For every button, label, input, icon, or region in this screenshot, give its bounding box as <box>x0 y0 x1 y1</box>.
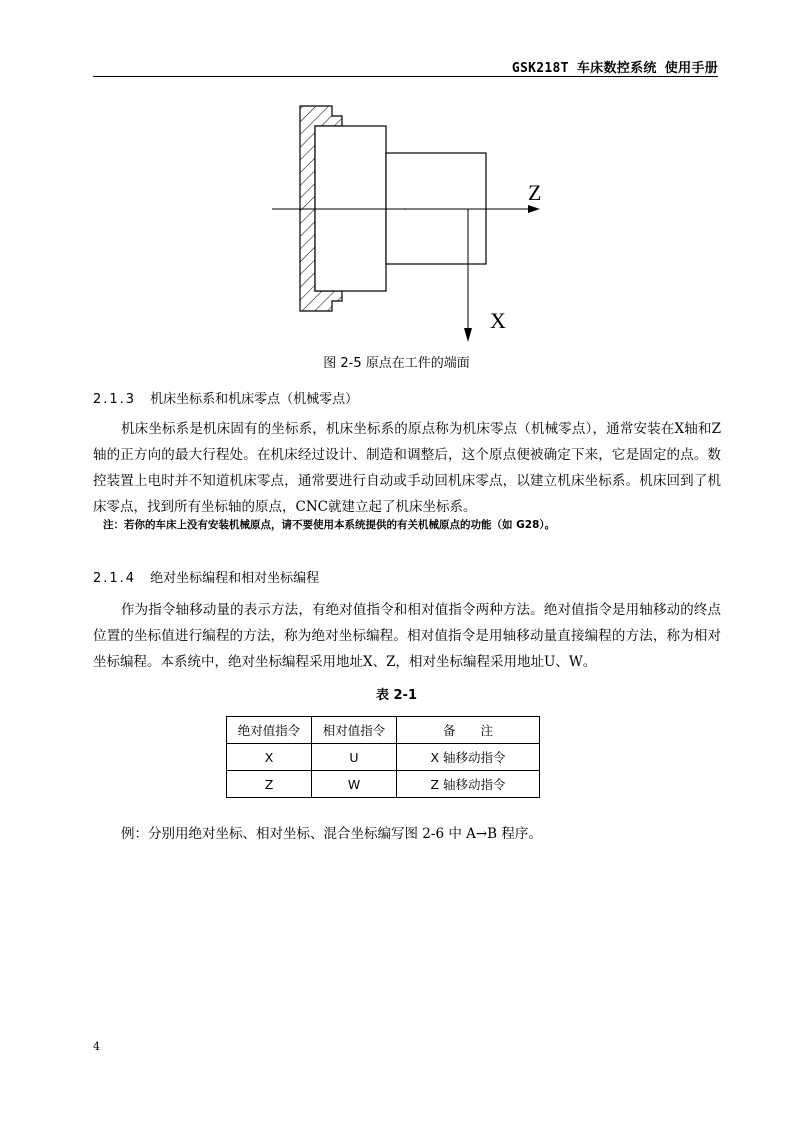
section-title: 绝对坐标编程和相对坐标编程 <box>150 571 320 586</box>
table-cell: W <box>312 771 397 798</box>
header-title: GSK218T 车床数控系统 使用手册 <box>511 61 718 76</box>
command-table <box>226 716 540 798</box>
header-absolute: 绝对值指令 <box>227 717 312 744</box>
table-cell: X 轴移动指令 <box>397 744 540 771</box>
header-rule <box>93 76 718 77</box>
z-axis-arrow <box>528 205 540 213</box>
section-title: 机床坐标系和机床零点（机械零点） <box>150 392 359 407</box>
section-heading-2-1-4 <box>93 567 319 586</box>
header-remark: 备 注 <box>397 717 540 744</box>
table-cell: X <box>227 744 312 771</box>
table-row <box>227 771 540 798</box>
header-relative: 相对值指令 <box>312 717 397 744</box>
table-header-row <box>227 717 540 744</box>
page-number: 4 <box>93 1040 100 1053</box>
x-axis-arrow <box>464 328 472 342</box>
section-number: 2.1.4 <box>93 571 137 586</box>
table-cell: Z <box>227 771 312 798</box>
table-row <box>227 744 540 771</box>
figure-workpiece-origin <box>260 98 550 348</box>
section-heading-2-1-3 <box>93 388 358 407</box>
table-cell: Z 轴移动指令 <box>397 771 540 798</box>
paragraph-machine-coordinates: 机床坐标系是机床固有的坐标系，机床坐标系的原点称为机床零点（机械零点），通常安装在X轴和Z轴的正方向的最大行程处。在机床经过设计、制造和调整后，这个原点便被确定下来，它是固定的点。数控装置上电时并不知道机床零点，通常要进行自动或手动回机床零点，以建立机床坐标系。机床回到了机床零点，找到所有坐标轴的原点，CNC就建立起了机床坐标系。 <box>93 421 721 515</box>
workpiece-diagram <box>260 98 550 348</box>
paragraph-absolute-relative: 作为指令轴移动量的表示方法，有绝对值指令和相对值指令两种方法。绝对值指令是用轴移动的终点位置的坐标值进行编程的方法，称为绝对坐标编程。相对值指令是用轴移动量直接编程的方法，称为相对坐标编程。本系统中，绝对坐标编程采用地址X、Z，相对坐标编程采用地址U、W。 <box>93 602 721 670</box>
z-axis-label: Z <box>528 180 542 205</box>
table-title: 表 2-1 <box>375 688 417 703</box>
section-number: 2.1.3 <box>93 392 137 407</box>
figure-caption: 图 2-5 原点在工件的端面 <box>323 356 470 371</box>
note-mechanical-origin: 注：若你的车床上没有安装机械原点，请不要使用本系统提供的有关机械原点的功能（如 G28）。 <box>103 519 556 531</box>
x-axis-label: X <box>490 308 506 333</box>
table-cell: U <box>312 744 397 771</box>
example-text: 例：分别用绝对坐标、相对坐标、混合坐标编写图 2-6 中 A→B 程序。 <box>121 826 542 842</box>
origin-dot <box>404 208 406 210</box>
